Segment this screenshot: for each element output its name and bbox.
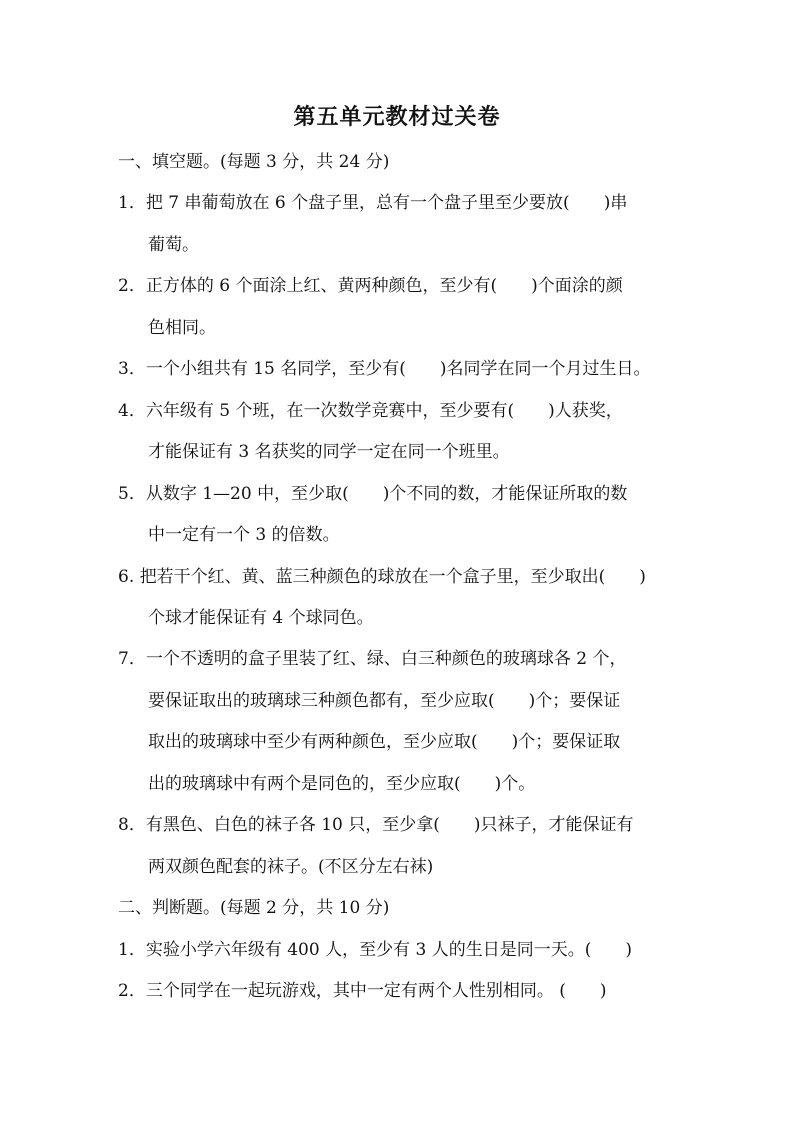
- judgment-1-line-1: 1．实验小学六年级有 400 人，至少有 3 人的生日是同一天。( ): [118, 940, 632, 960]
- question-3-line-1: 3．一个小组共有 15 名同学，至少有( )名同学在同一个月过生日。: [118, 359, 651, 379]
- question-8-line-2: 两双颜色配套的袜子。(不区分左右袜): [148, 857, 434, 877]
- question-5-line-1: 5．从数字 1—20 中，至少取( )个不同的数，才能保证所取的数: [118, 484, 628, 504]
- section-heading-fill-in: 一、填空题。(每题 3 分，共 24 分): [118, 152, 390, 172]
- question-4-line-1: 4．六年级有 5 个班，在一次数学竞赛中，至少要有( )人获奖，: [118, 401, 623, 421]
- question-7-line-3: 取出的玻璃球中至少有两种颜色，至少应取( )个；要保证取: [148, 732, 621, 752]
- section-heading-true-false: 二、判断题。(每题 2 分，共 10 分): [118, 898, 390, 918]
- question-1-line-1: 1．把 7 串葡萄放在 6 个盘子里，总有一个盘子里至少要放( )串: [118, 193, 628, 213]
- question-6-line-2: 个球才能保证有 4 个球同色。: [148, 608, 374, 628]
- question-2-line-1: 2．正方体的 6 个面涂上红、黄两种颜色，至少有( )个面涂的颜: [118, 276, 623, 296]
- question-2-line-2: 色相同。: [148, 318, 216, 338]
- question-6-line-1: 6. 把若干个红、黄、蓝三种颜色的球放在一个盒子里，至少取出( ): [118, 567, 646, 587]
- question-4-line-2: 才能保证有 3 名获奖的同学一定在同一个班里。: [148, 442, 510, 462]
- question-8-line-1: 8．有黑色、白色的袜子各 10 只，至少拿( )只袜子，才能保证有: [118, 815, 634, 835]
- page-title: 第五单元教材过关卷: [293, 104, 501, 130]
- question-1-line-2: 葡萄。: [148, 235, 199, 255]
- question-7-line-2: 要保证取出的玻璃球三种颜色都有，至少应取( )个；要保证: [148, 691, 621, 711]
- judgment-2-line-1: 2．三个同学在一起玩游戏，其中一定有两个人性别相同。 ( ): [118, 981, 607, 1001]
- question-5-line-2: 中一定有一个 3 的倍数。: [148, 525, 340, 545]
- question-7-line-1: 7．一个不透明的盒子里装了红、绿、白三种颜色的玻璃球各 2 个，: [118, 649, 627, 669]
- question-7-line-4: 出的玻璃球中有两个是同色的，至少应取( )个。: [148, 774, 536, 794]
